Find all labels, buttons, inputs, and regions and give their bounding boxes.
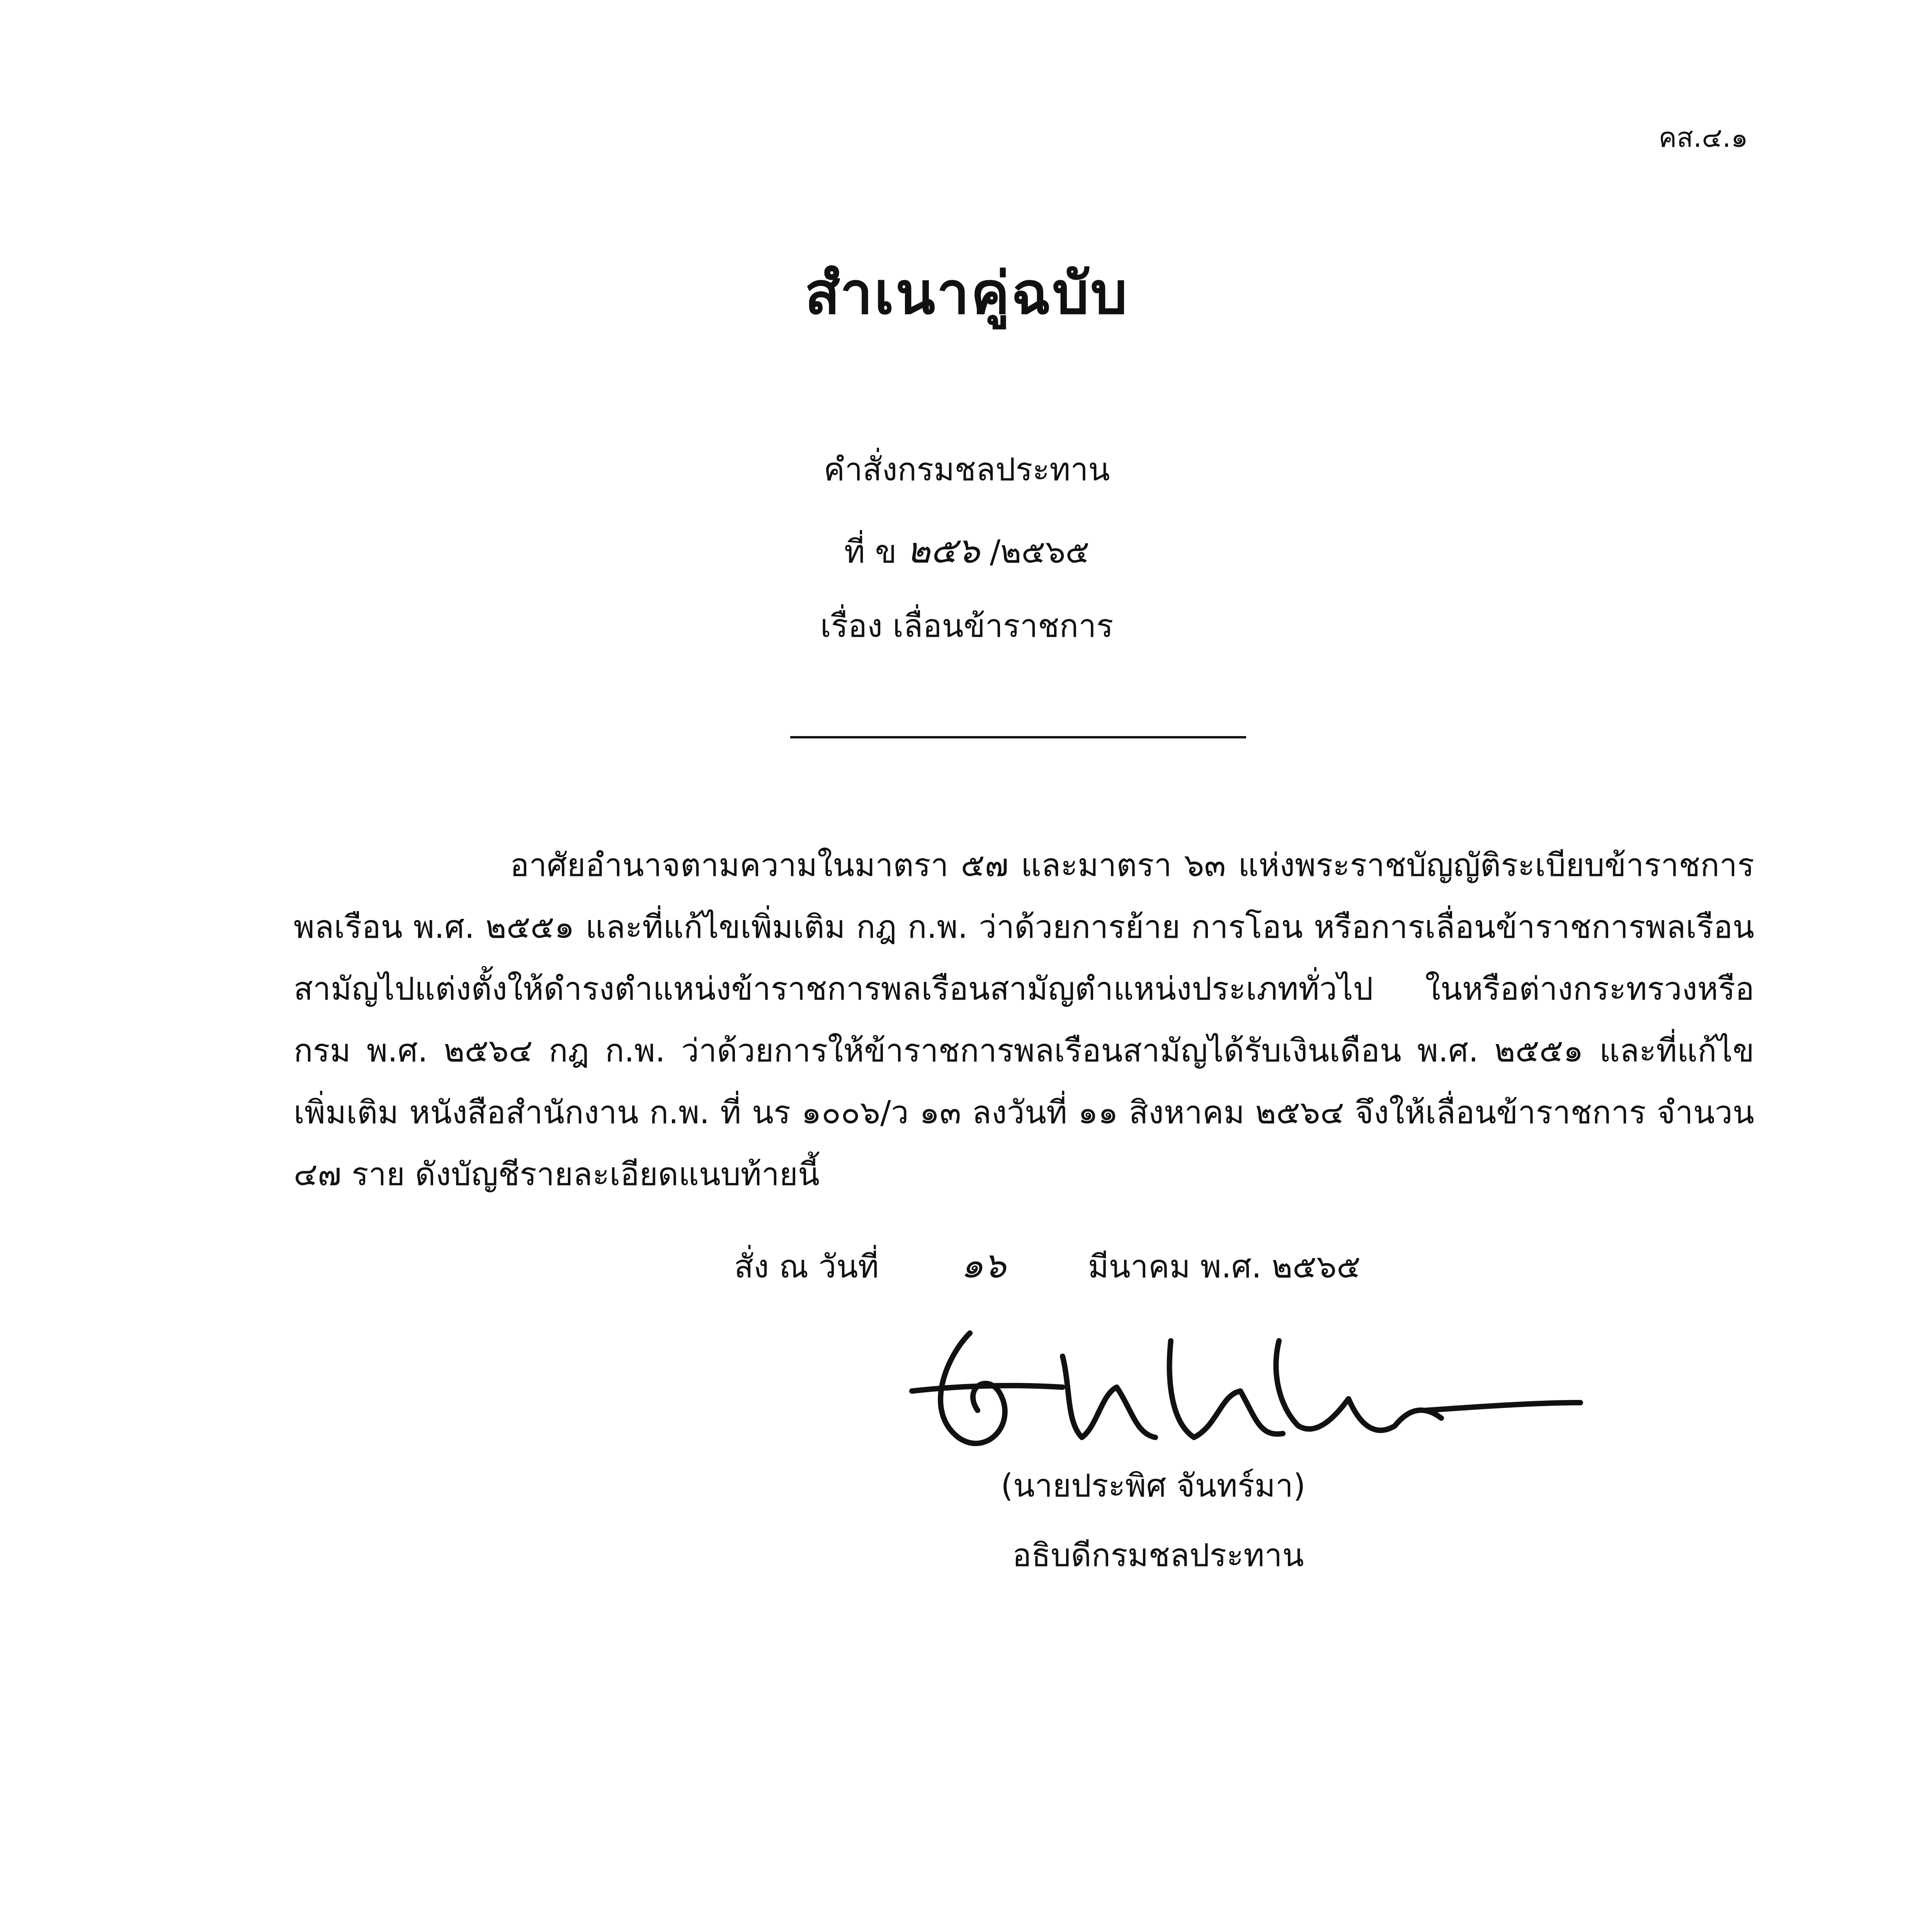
order-subject-text: เลื่อนข้าราชการ [893, 608, 1114, 645]
order-number [0, 522, 1932, 578]
signed-date-label: สั่ง ณ วันที่ [734, 1248, 879, 1285]
document-title: สำเนาคู่ฉบับ [804, 260, 1129, 327]
director-signature [900, 1310, 1588, 1472]
order-subject [0, 601, 1932, 651]
signer-position: อธิบดีกรมชลประทาน [1012, 1537, 1304, 1574]
order-issuer: คำสั่งกรมชลประทาน [823, 451, 1110, 488]
order-number-year: /๒๕๖๕ [990, 534, 1090, 570]
signed-date [734, 1236, 1361, 1293]
form-code: คส.๔.๑ [1658, 122, 1748, 153]
signer-name: (นายประพิศ จันทร์มา) [1001, 1468, 1306, 1504]
body-paragraph: อาศัยอำนาจตามความในมาตรา ๕๗ และมาตรา ๖๓ แห่งพระราชบัญญัติระเบียบข้าราชการพลเรือน พ.ศ. ๒๕๕๑ และที่แก้ไขเพิ่มเติม กฎ ก.พ. ว่าด้วยการย้าย การโอน หรือการเลื่อนข้าราชการพลเรือนสามัญไปแต่งตั้งให้ดำรงตำแหน่งข้าราชการพลเรือนสามัญตำแหน่งประเภททั่วไป ในหรือต่างกระทรวงหรือกรม พ.ศ. ๒๕๖๔ กฎ ก.พ. ว่าด้วยการให้ข้าราชการพลเรือนสามัญได้รับเงินเดือน พ.ศ. ๒๕๕๑ และที่แก้ไขเพิ่มเติม หนังสือสำนักงาน ก.พ. ที่ นร ๑๐๐๖/ว ๑๓ ลงวันที่ ๑๑ สิงหาคม ๒๕๖๔ จึงให้เลื่อนข้าราชการ จำนวน ๔๗ ราย ดังบัญชีรายละเอียดแนบท้ายนี้ [294, 847, 1754, 1193]
signed-month-year: มีนาคม พ.ศ. ๒๕๖๕ [1088, 1248, 1361, 1285]
order-subject-label: เรื่อง [820, 608, 883, 645]
header-divider [790, 736, 1246, 738]
signed-day-handwritten: ๑๖ [961, 1245, 1006, 1286]
order-number-handwritten: ๒๕๖ [906, 530, 980, 571]
order-number-prefix: ที่ ข [844, 534, 897, 570]
